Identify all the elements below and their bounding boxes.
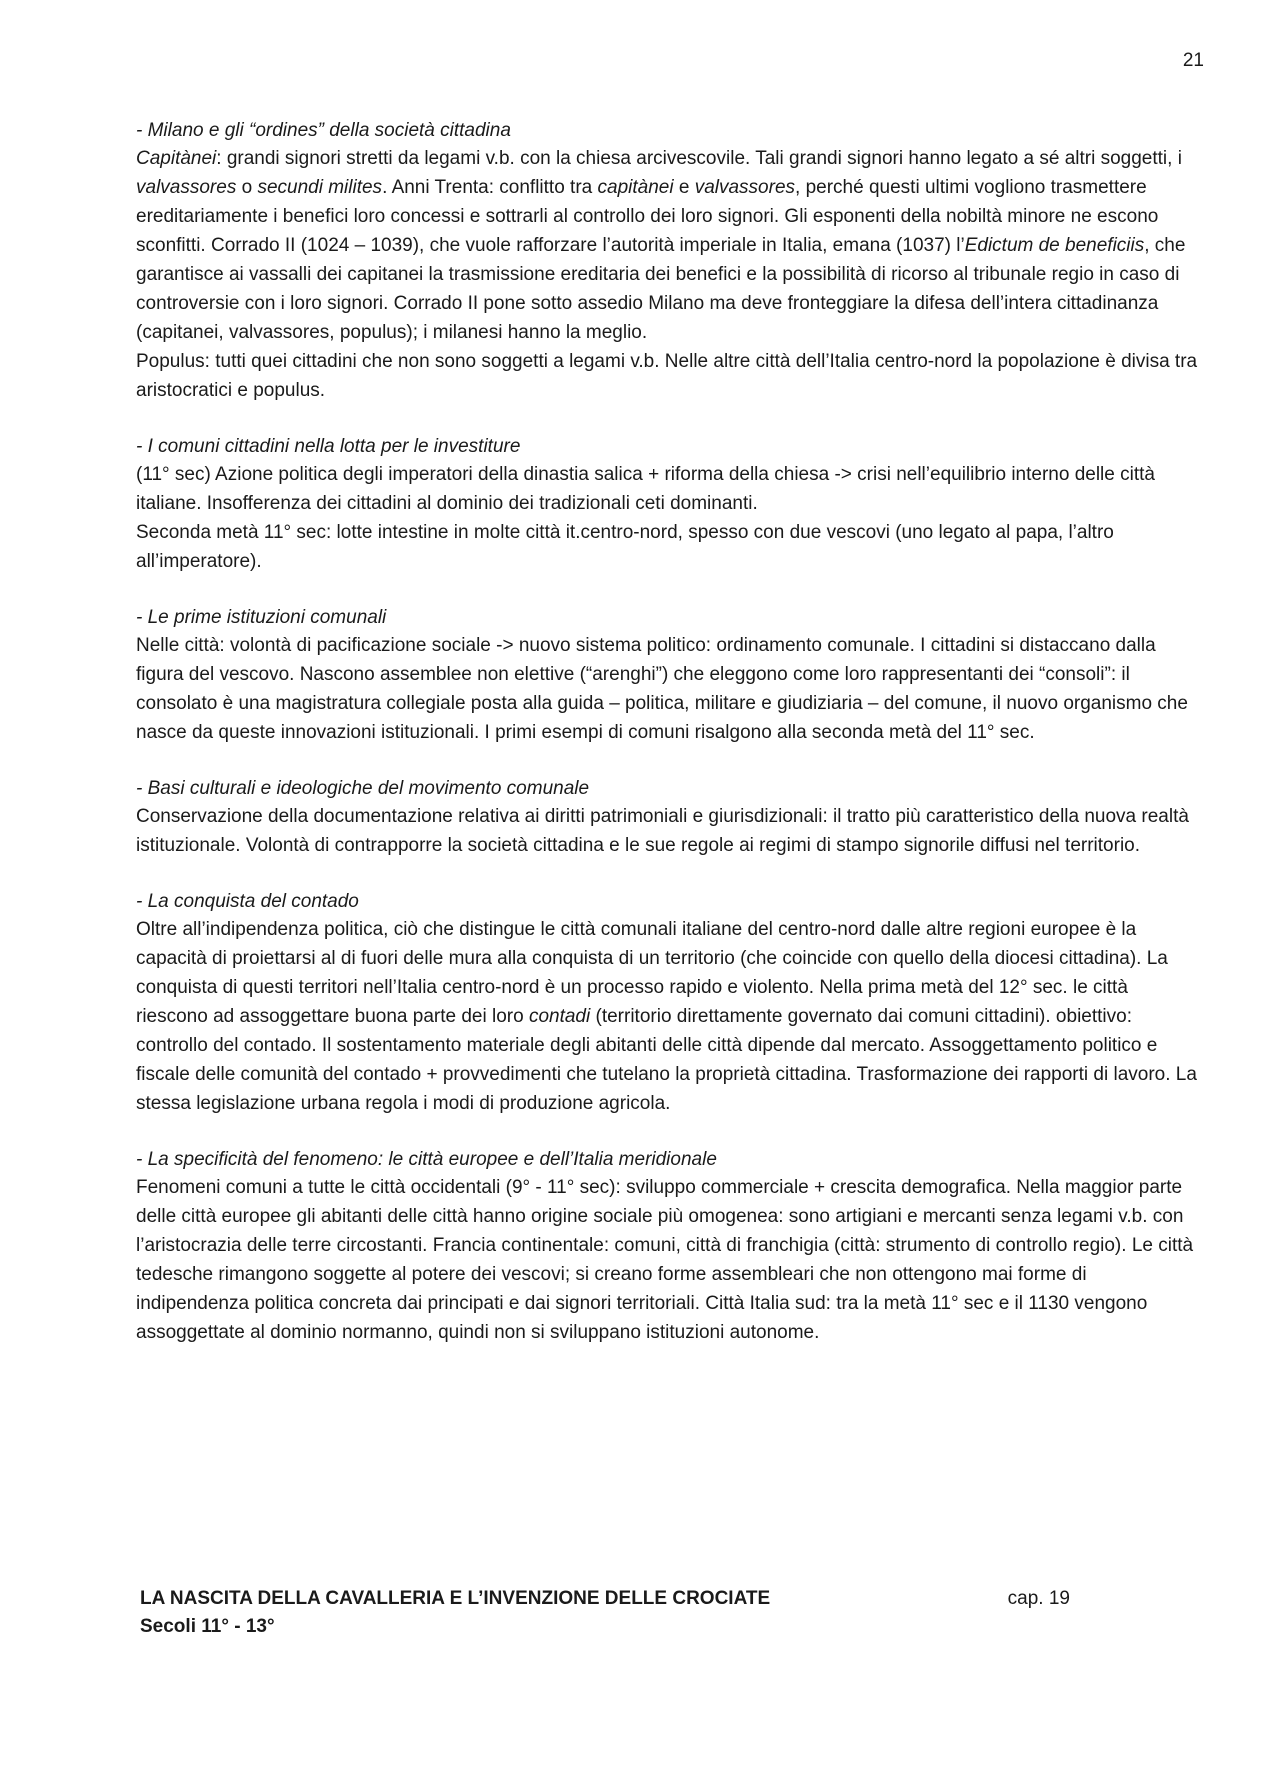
text-run: (territorio direttamente governato dai comuni cittadini). obiettivo: controllo del contado. Il sostentamento materiale degli abitanti delle città dipende dal mercato. Assoggettamento politico e fiscale delle comunità del contado + provvedimenti che tutelano la proprietà cittadina. Trasformazione dei rapporti di lavoro. La stessa legislazione urbana regola i modi di produzione agricola. — [136, 1006, 1197, 1114]
text-run: , perché questi ultimi vogliono trasmettere ereditariamente i benefici loro concessi e sottrarli al controllo dei loro signori. Gli esponenti della nobiltà minore ne escono sconfitti. Corrado II (1024 – 1039), che vuole rafforzare l’autorità imperiale in Italia, emana (1037) l’ — [136, 177, 1159, 256]
paragraph — [136, 460, 1202, 518]
section-title: - Milano e gli “ordines” della società cittadina — [136, 120, 511, 141]
text-run: Oltre all’indipendenza politica, ciò che distingue le città comunali italiane del centro-nord dalle altre regioni europee è la capacità di proiettarsi al di fuori delle mura alla conquista di un territorio (che coincide con quello della diocesi cittadina). La conquista di questi territori nell’Italia centro-nord è un processo rapido e violento. Nella prima metà del 12° sec. le città riescono ad assoggettare buona parte dei loro — [136, 919, 1168, 1027]
italic-term: valvassores — [136, 177, 237, 198]
section-title: - Le prime istituzioni comunali — [136, 607, 387, 628]
paragraph — [136, 915, 1202, 1118]
italic-term: secundi milites — [257, 177, 383, 198]
paragraph — [136, 144, 1202, 347]
text-run: Seconda metà 11° sec: lotte intestine in molte città it.centro-nord, spesso con due vescovi (uno legato al papa, l’altro all’imperatore). — [136, 522, 1114, 572]
document-body — [136, 117, 1202, 1375]
paragraph — [136, 347, 1202, 405]
text-run: , che garantisce ai vassalli dei capitanei la trasmissione ereditaria dei benefici e la possibilità di ricorso al tribunale regio in caso di controversie con i loro signori. Corrado II pone sotto assedio Milano ma deve fronteggiare la difesa dell’intera cittadinanza (capitanei, valvassores, populus); i milanesi hanno la meglio. — [136, 235, 1186, 343]
text-run: Populus: tutti quei cittadini che non sono soggetti a legami v.b. Nelle altre città dell’Italia centro-nord la popolazione è divisa tra aristocratici e populus. — [136, 351, 1198, 401]
paragraph — [136, 631, 1202, 747]
text-run: : grandi signori stretti da legami v.b. con la chiesa arcivescovile. Tali grandi signori hanno legato a sé altri soggetti, i — [216, 148, 1182, 169]
chapter-period: Secoli 11° - 13° — [140, 1616, 275, 1637]
italic-term: valvassores — [694, 177, 796, 198]
text-run: Fenomeni comuni a tutte le città occidentali (9° - 11° sec): sviluppo commerciale + crescita demografica. Nella maggior parte delle città europee gli abitanti delle città hanno origine sociale più omogenea: sono artigiani e mercanti senza legami v.b. con l’aristocrazia delle terre circostanti. Francia continentale: comuni, città di franchigia (città: strumento di controllo regio). Le città tedesche rimangono soggette al potere dei vescovi; si creano forme assembleari che non ottengono mai forme di indipendenza politica concreta dai principati e dai signori territoriali. Città Italia sud: tra la metà 11° sec e il 1130 vengono assoggettate al dominio normanno, quindi non si sviluppano istituzioni autonome. — [136, 1177, 1194, 1343]
chapter-heading — [140, 1585, 1080, 1641]
section — [136, 1146, 1202, 1347]
section-title: - La conquista del contado — [136, 891, 359, 912]
section — [136, 604, 1202, 747]
text-run: Nelle città: volontà di pacificazione sociale -> nuovo sistema politico: ordinamento comunale. I cittadini si distaccano dalla figura del vescovo. Nascono assemblee non elettive (“arenghi”) che eleggono come loro rappresentanti dei “consoli”: il consolato è una magistratura collegiale posta alla guida – politica, militare e giudiziaria – del comune, il nuovo organismo che nasce da queste innovazioni istituzionali. I primi esempi di comuni risalgono alla seconda metà del 11° sec. — [136, 635, 1188, 743]
paragraph — [136, 802, 1202, 860]
section — [136, 888, 1202, 1118]
section — [136, 775, 1202, 860]
paragraph — [136, 1173, 1202, 1347]
section — [136, 117, 1202, 405]
italic-term: capitànei — [597, 177, 674, 198]
italic-term: Capitànei — [136, 148, 217, 169]
italic-term: Edictum de beneficiis — [964, 235, 1145, 256]
text-run: e — [673, 177, 695, 198]
text-run: o — [236, 177, 258, 198]
page-number: 21 — [1182, 50, 1204, 71]
text-run: Conservazione della documentazione relativa ai diritti patrimoniali e giurisdizionali: il tratto più caratteristico della nuova realtà istituzionale. Volontà di contrapporre la società cittadina e le sue regole ai regimi di stampo signorile diffusi nel territorio. — [136, 806, 1189, 856]
italic-term: contadi — [528, 1006, 591, 1027]
text-run: (11° sec) Azione politica degli imperatori della dinastia salica + riforma della chiesa -> crisi nell’equilibrio interno delle città italiane. Insofferenza dei cittadini al dominio dei tradizionali ceti dominanti. — [136, 464, 1155, 514]
paragraph — [136, 518, 1202, 576]
section-title: - I comuni cittadini nella lotta per le investiture — [136, 436, 521, 457]
section — [136, 433, 1202, 576]
chapter-title: LA NASCITA DELLA CAVALLERIA E L’INVENZIONE DELLE CROCIATE — [140, 1588, 771, 1609]
chapter-number: cap. 19 — [1007, 1588, 1070, 1609]
section-title: - La specificità del fenomeno: le città europee e dell’Italia meridionale — [136, 1149, 717, 1170]
section-title: - Basi culturali e ideologiche del movimento comunale — [136, 778, 590, 799]
text-run: . Anni Trenta: conflitto tra — [382, 177, 598, 198]
